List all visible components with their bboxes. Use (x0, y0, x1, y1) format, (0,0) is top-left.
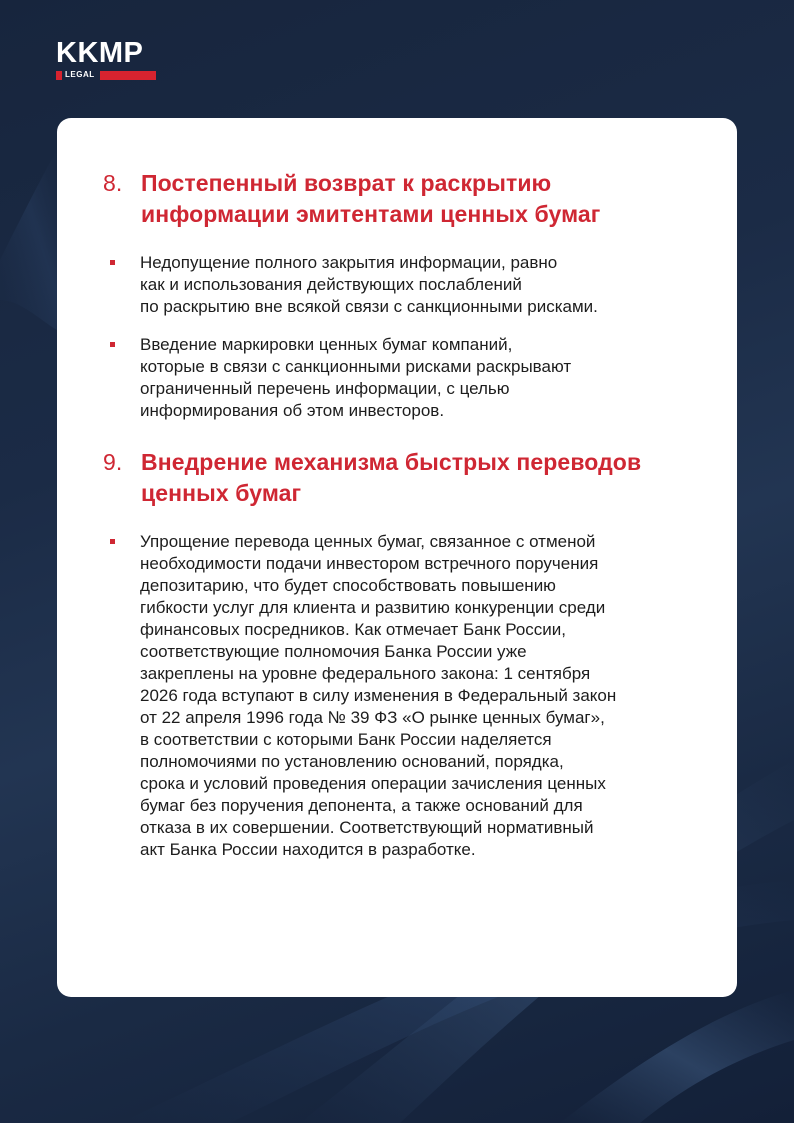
list-item (110, 252, 710, 318)
bullet-marker (110, 539, 115, 544)
logo-bar-left (56, 71, 62, 80)
list-item (110, 334, 710, 422)
section-title: Постепенный возврат к раскрытию информации эмитентами ценных бумаг (141, 170, 601, 227)
list-item-text: Недопущение полного закрытия информации, равно как и использования действующих послаблений по раскрытию вне всякой связи с санкционными рисками. (140, 253, 598, 316)
section-heading-8 (103, 168, 713, 230)
list-item (110, 531, 710, 861)
section-number: 8. (103, 170, 123, 196)
bullet-marker (110, 260, 115, 265)
section-number: 9. (103, 449, 123, 475)
list-item-text: Введение маркировки ценных бумаг компаний, которые в связи с санкционными рисками раскрывают ограниченный перечень информации, с целью информирования об этом инвесторов. (140, 335, 572, 420)
company-logo (56, 38, 160, 80)
logo-wordmark: KKMP (56, 37, 144, 69)
section-title: Внедрение механизма быстрых переводов ценных бумаг (141, 449, 642, 506)
section-heading-9 (103, 447, 713, 509)
logo-subtitle: LEGAL (65, 70, 95, 79)
logo-bar-right (100, 71, 156, 80)
content-card (57, 118, 737, 997)
logo-underline (56, 71, 156, 80)
list-item-text: Упрощение перевода ценных бумаг, связанное с отменой необходимости подачи инвестором встречного поручения депозитарию, что будет способствовать повышению гибкости услуг для клиента и развитию конкуренции среди финансовых посредников. Как отмечает Банк России, соответствующие полномочия Банка России уже закреплены на уровне федерального закона: 1 сентября 2026 года вступают в силу изменения в Федеральный закон от 22 апреля 1996 года № 39 ФЗ «О рынке ценных бумаг», в соответствии с которыми Банк России наделяется полномочиями по установлению оснований, порядка, срока и условий проведения операции зачисления ценных бумаг без поручения депонента, а также оснований для отказа в их совершении. Соответствующий нормативный акт Банка России находится в разработке. (140, 532, 617, 859)
bullet-marker (110, 342, 115, 347)
